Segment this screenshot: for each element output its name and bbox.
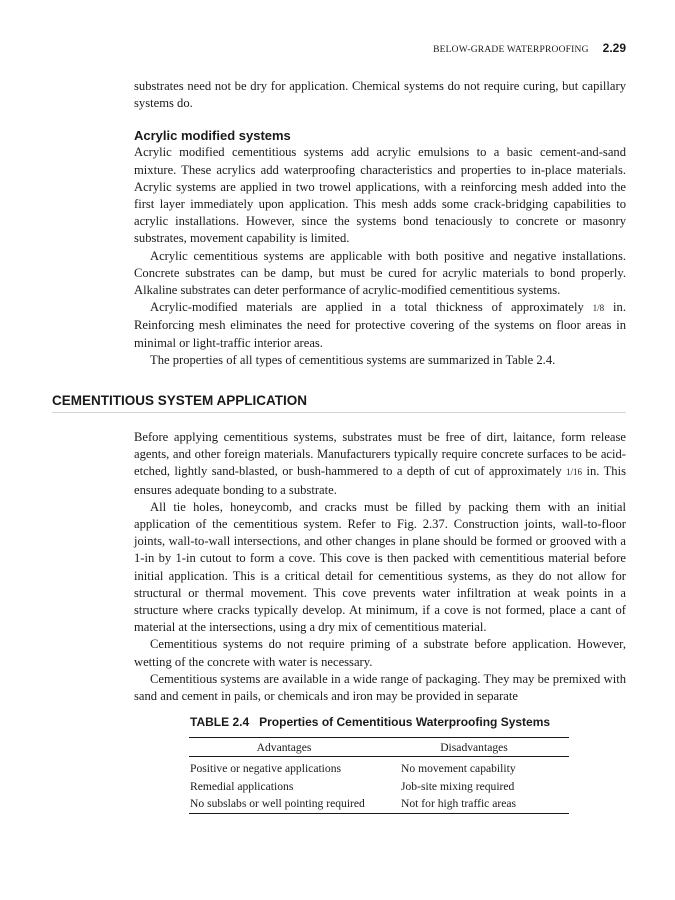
table-row <box>189 795 569 813</box>
table-row <box>189 757 569 778</box>
section-text-block <box>134 429 626 705</box>
table-row <box>189 778 569 796</box>
paragraph: Cementitious systems do not require priming of a substrate before application. However, wetting of the concrete with water is necessary. <box>134 637 626 669</box>
running-head <box>433 41 626 57</box>
continuation-paragraph: substrates need not be dry for application. Chemical systems do not require curing, but capillary systems do. <box>134 79 626 111</box>
table-cell: No subslabs or well pointing required <box>190 797 365 811</box>
properties-table <box>189 737 569 814</box>
fraction: 1/8 <box>592 303 605 314</box>
table-caption: TABLE 2.4 Properties of Cementitious Waterproofing Systems <box>190 715 551 729</box>
top-text-block <box>134 78 626 369</box>
running-head-title: BELOW-GRADE WATERPROOFING <box>433 45 589 55</box>
paragraph: Cementitious systems are available in a wide range of packaging. They may be premixed with sand and cement in pails, or chemicals and iron may be provided in separate <box>134 671 626 704</box>
table-cell: Remedial applications <box>190 779 294 793</box>
table-cell: Positive or negative applications <box>190 762 342 776</box>
paragraph <box>134 429 626 499</box>
paragraph-text: Before applying cementitious systems, substrates must be free of dirt, laitance, form release agents, and other foreign materials. Manufacturers typically require concrete surfaces to be acid-etched, lightly sand-blasted, or bush-hammered to a depth of cut of approximately <box>134 430 626 479</box>
paragraph-text: Acrylic-modified materials are applied in a total thickness of approximately <box>150 300 593 315</box>
subheading: Acrylic modified systems <box>134 128 291 144</box>
column-header-advantages: Advantages <box>256 741 312 754</box>
paragraph: All tie holes, honeycomb, and cracks must be filled by packing them with an initial application of the cementitious system. Refer to Fig. 2.37. Construction joints, wall-to-floor joints, wall-to-wall intersections, and other changes in plane should be formed or grooved with a 1-in by 1-in cutout to form a cove. This cove is then packed with cementitious material before initial application. This is a critical detail for cementitious systems, as they do not allow for structural or thermal movement. This cove prevents water infiltration at weak points in a structure where cracks typically develop. At minimum, if a cove is not formed, place a cant of material at the intersections, using a dry mix of cementitious material. <box>134 499 626 635</box>
page-number: 2.29 <box>602 41 626 55</box>
paragraph-text: in. Reinforcing mesh eliminates the need for protective covering of the systems on floor areas in minimal or light-traffic interior areas. <box>134 300 626 350</box>
section-heading: CEMENTITIOUS SYSTEM APPLICATION <box>52 392 626 413</box>
table-cell: Job-site mixing required <box>401 779 515 793</box>
fraction: 1/16 <box>566 467 583 478</box>
paragraph-text: in. This ensures adequate bonding to a substrate. <box>134 464 626 497</box>
paragraph: Acrylic modified cementitious systems add acrylic emulsions to a basic cement-and-sand mixture. These acrylics add waterproofing characteristics and properties to in-place materials. Acrylic systems are applied in two trowel applications, with a reinforcing mesh added into the first layer immediately upon application. This mesh adds some crack-bridging capabilities to acrylic installations. However, since the systems bond tenaciously to concrete or masonry substrates, movement capability is limited. <box>134 145 626 246</box>
table-cell: No movement capability <box>401 762 516 776</box>
table-cell: Not for high traffic areas <box>401 797 517 811</box>
paragraph <box>134 299 626 352</box>
column-header-disadvantages: Disadvantages <box>440 741 508 754</box>
paragraph: The properties of all types of cementitious systems are summarized in Table 2.4. <box>150 352 556 367</box>
table-header-row <box>189 738 569 757</box>
paragraph: Acrylic cementitious systems are applicable with both positive and negative installations. Concrete substrates can be damp, but must be cured for acrylic materials to bond properly. Alkaline substrates can deter performance of acrylic-modified cementitious systems. <box>134 248 626 298</box>
